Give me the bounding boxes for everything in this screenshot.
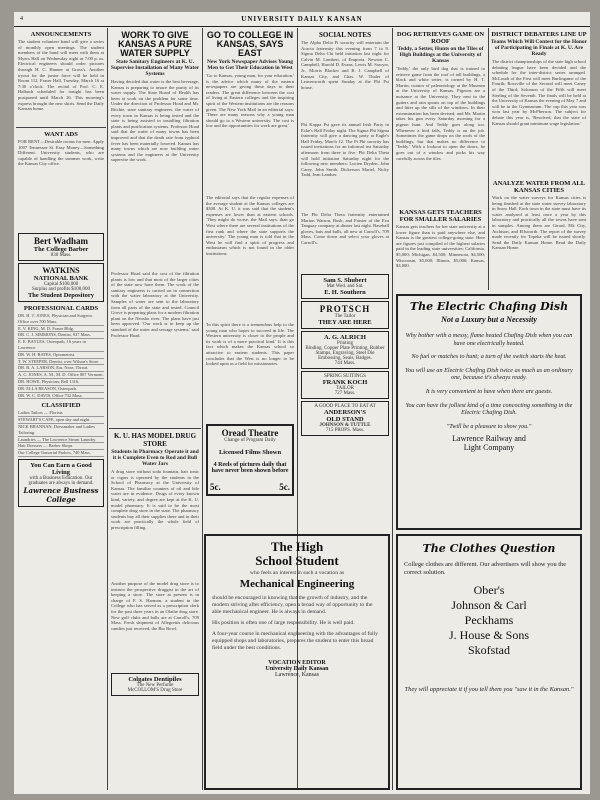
newspaper-page	[14, 12, 590, 794]
list-item: DR. H. T. JONES, Physician and Surgeon. Office over 700 Mass.	[18, 313, 104, 326]
clothes-question-ad: The Clothes Question College clothes are different. Our advertisers will show you the correct solution. Ober's Johnson & Carl Peckhams J. House & Sons Skofstad They will appreciate it if you tell them you "saw it in the Kansan."	[396, 534, 582, 790]
list-item: DR. R. A. LARSON, Ear, Nose, Throat.	[18, 365, 104, 372]
chafing-dish-title: The Electric Chafing Dish	[409, 300, 569, 313]
list-item: DR. C. J. SIMMONS, Dentist, 927 Mass.	[18, 332, 104, 339]
professional-cards-list	[16, 313, 106, 399]
debaters-subhead: Teams Which Will Contest for the Honor of Participating in Finals at K. U. Are Ready	[490, 39, 588, 57]
andersons-ad: A GOOD PLACE TO EAT AT ANDERSON'S OLD STAND JOHNSON & TUTTLE 715 PROPS. Mass.	[301, 401, 389, 436]
oread-theatre-ad: Oread Theatre Change of Program Daily Licensed Films Shown 4 Reels of pictures daily that have never been shown before 5c. 5c.	[206, 424, 294, 496]
salaries-body: Kansas gets teachers for her state university at a lower figure than is paid anywhere else, and Kansas is the greatest college-going state. Here are figures just compiled of the highest salaries paid in the leading state universities: California, $5,000; Michigan, $4,500; Minnesota, $4,500; Wisconsin, $5,000; Illinois, $5,000; Kansas, $3,000.	[396, 224, 485, 269]
water-analysis-headline: ANALYZE WATER FROM ALL KANSAS CITIES	[492, 180, 586, 194]
water-analysis-body: Work on the water surveys for Kansas cities is being finished at the state water survey laboratory in Snow Hall. Each town in the state must have its water analyzed at least once a year by this laboratory and practically all the towns have sent in samples. Among them are Girard, Elk City, Atchison, and Ellsworth. The report of the survey made recently for Topeka will be issued shortly. Send the Daily Kansan Home. Read the Daily Kansan Home.	[492, 195, 586, 251]
announcements-text: The student volunteer band will give a series of monthly open meetings. The student members of the band will meet with them at Myers Hall on Wednesday night at 7:00 p. m. Electrical engineers should order pictures through H. C. Hanner at Gross's. Another tryout for the junior farce will be held in Room 112, Fraser Hall, Tuesday, March 16 at 7:30 o'clock. The recital of Prof. C. E. Halbach scheduled for tonight has been postponed until March 26. This morning's express brought the new skirts. Send the Daily Kansan home.	[18, 39, 104, 112]
social-notes-heading: SOCIAL NOTES	[319, 31, 371, 39]
list-item: E. V. KING, M. D. Fraser Bldg.	[18, 326, 104, 333]
column-6	[490, 28, 588, 290]
want-ads-heading: WANT ADS	[44, 131, 78, 138]
shubert-ad: Sam S. Shubert Mat Wed. and Sat. E. H. Southern	[301, 274, 389, 299]
drug-store-subhead: Students in Pharmacy Operate it and it is Complete Even to Rod and Bull Water Jars	[111, 449, 199, 467]
business-college-ad: You Can Earn a Good Living with a Business Education. Our graduates are always in demand. Lawrence Business College	[18, 459, 104, 507]
social-notes-body-1: The Alpha Delta Pi sorority will entertain the Acacia fraternity this evening from 7 to 9. Sigma Delta Chi held initiation last night for Calvin M. Lambert, of Emporia. Newton C. Campbell, Harold D. Evans, Lewis M. Sawyer, Jr., Morris Blacker and R. J. Campbell of Kansas City, and Chas. W. Thaler of Leavenworth spent Sunday at the Phi Psi house.	[301, 40, 389, 90]
masthead-title: UNIVERSITY DAILY KANSAN	[241, 15, 363, 23]
salaries-headline: KANSAS GETS TEACHERS FOR SMALLER SALARIES	[399, 209, 482, 223]
column-5	[394, 28, 487, 290]
chafing-dish-ad: The Electric Chafing Dish Not a Luxury but a Necessity Why bother with a messy, flame heated Chafing Dish when you can have one electrically heated. No fuel or matches to hunt; a turn of the switch starts the heat. You will use an Electric Chafing Dish twice as much as an ordinary one, because it's always ready. It is very convenient to have when there are guests. You can have the jolliest kind of a time concocting something in the Electric Chafing Dish. "Twill be a pleasure to show you." Lawrence Railway and Light Company	[396, 294, 582, 530]
pure-water-subhead: State Sanitary Engineers at K. U. Supervise Installation of Many Water Systems	[110, 59, 200, 77]
masthead	[14, 12, 590, 27]
list-item: NICK BRANNAN, Dressmaker and Ladies Tailoring.	[18, 424, 104, 437]
pure-water-body-2: Professor Hoad said the cost of the filtration plants is low and that most of the larger cities of the state now have them. The work of the sanitary engineers is carried on in connection with the water laboratory at the University. Samples of water are sent to the laboratory from all parts of the state and tested. Council Grove is preparing plans for a modern filtration plant on the Neosho river. The plans have just been approved. 'Our work is to keep up the standard of the water and sewage systems,' said Professor Hoad.	[111, 271, 199, 338]
college-east-body-2: The editorial says that the regular expenses of the average student at the Kansas colleges are $300. At K. U. it was said that the student's expenses are lower than at eastern schools. 'They might do worse, the Mail says, than go West where there are several institutions of the first rank and where the state supports the university.' The young man is told that in the West he will find a spirit of progress and enthusiasm which is not found in the older institutions.	[206, 195, 294, 256]
column-1	[16, 28, 106, 790]
debaters-body: The district championships of the state high school debating league have been decided and the schedule for the inter-district series arranged. McLouth of the First will meet Burlingame of the Fourth; Rossville of the Second will meet Caney of the Third; Solomon of the Fifth will meet Sterling of the Seventh. The finals will be held at the University of Kansas the evening of May 7 and will be in the Gymnasium. The cup this year was won last year by McPherson. The subject for debate this year is, 'Resolved, that the state of Kansas should grant minimum wage legislation.'	[492, 59, 586, 126]
college-east-body-1: 'Go to Kansas, young man, for your education,' is the advice which many of the eastern newspapers are giving these days to their readers. The great difference between the cost of living at Eastern colleges and the inspiring spirit of the Western institutions are the reasons given. The New York Mail in an editorial says: 'There are many reasons why a young man should go to a Western university. The cost is low and the opportunities for work are great.'	[206, 73, 294, 129]
social-notes-body-2: Phi Kappa Psi gave its annual Irish Party in Ecke's Hall Friday night. The Sigma Phi Sigma fraternity will give a dancing party at Eagle's Hall Friday, March 12. The Pi Phi sorority has issued invitations for an informal tea Saturday afternoon from three to five. Phi Delta Theta will hold initiation Saturday night for the following new members: Lucien Dryden, John Carey, John Smith, Dickerson Martel, Nicky Tadd, Jean Landser.	[301, 122, 389, 178]
college-east-body-3: 'In this spirit there is a tremendous help to the young man who hopes to succeed in life. The Western university is closer to the people and its work is of a more practical kind.' It is this fact which makes the Kansas school so attractive to eastern students. This paper concludes that the West is no longer to be looked upon as a field for missionaries.	[206, 322, 294, 367]
professional-cards-heading: PROFESSIONAL CARDS	[23, 305, 99, 312]
protsch-ad: PROTSCH The Tailor THEY ARE HERE	[301, 301, 389, 329]
page-number: 4	[20, 16, 23, 22]
colgates-ad: Colgates Dentipiles The New Perfume McCOLLOM'S Drug Store	[111, 673, 199, 696]
college-east-subhead: New York Newspaper Advises Young Men to Get Their Education in West	[207, 59, 293, 71]
list-item: Laundries — The Lawrence Steam Laundry.	[18, 437, 104, 444]
list-item: DR. ELLA REASON, Osteopath.	[18, 386, 104, 393]
watkins-bank-ad: WATKINS NATIONAL BANK Capital $100,000 Surplus and profits $100,000 The Student Depository	[18, 263, 104, 302]
pure-water-headline: WORK TO GIVE KANSAS A PURE WATER SUPPLY	[118, 30, 192, 58]
dog-headline: DOG RETRIEVES GAME ON ROOF	[396, 31, 485, 45]
alrich-ad: A. G. ALRICH Printing Binding, Copper Plate Printing, Rubber Stamps, Engraving, Steel Die Embossing, Seals, Badges. 744 Mass.	[301, 331, 389, 369]
list-item: DR. W. C. DAVIS, Office 732 Mass.	[18, 393, 104, 400]
list-item: Hair Dressers — Barber Shops	[18, 443, 104, 450]
koch-ad: SPRING SUITINGS FRANK KOCH TAILOR 727 Mass.	[301, 371, 389, 399]
drug-store-body-2: Another purpose of the model drug store is to instruct the prospective druggist in the art of keeping a store. The store at present is in charge of F. S. Harmon, a student in the College who has served as a prescription clerk for the past three years in an Olathe drug store. New golf clubs and balls are at Carroll's, 709 Mass. Fresh shipment of Allegrettis delicious candies just received, the Bio Bowl.	[111, 581, 199, 631]
announcements-heading: ANNOUNCEMENTS	[30, 31, 92, 38]
debaters-headline: DISTRICT DEBATERS LINE UP	[491, 31, 587, 38]
want-ads-text: FOR RENT—Desirable rooms for men. Apply 1007 Tennessee St. Easy Money—Something Different. University students, who are capable of handling the summer work, write the Kansas City office.	[18, 139, 104, 167]
bert-wadham-ad: Bert Wadham The College Barber 830 Mass.	[18, 233, 104, 261]
list-item: Ladies Tailors — Florists	[18, 410, 104, 417]
drug-store-headline: K. U. HAS MODEL DRUG STORE	[113, 432, 197, 448]
list-item: Our College Tonsorial Parlors, 740 Mass.	[18, 450, 104, 457]
chafing-dish-subtitle: Not a Luxury but a Necessity	[441, 315, 537, 324]
dog-body: 'Teddy,' the only bird dog that is trained to retrieve game from the roof of tall buildings, a black and white setter, is owned by H. T. Martin, curator of paleontology at the Museum at the University of Kansas. Pigeons are a nuisance at the University. They nest in the gutters and rain spouts on top of the buildings and litter up the sills of the windows. In their extermination has been devised, and Mr. Martin takes his gun every Saturday morning for a pigeon hunt. And Teddy goes along too. Whenever a bird falls, Teddy is on the job. Sometimes the game drops on the roofs of the buildings, but that makes no difference to 'Teddy.' With a lookout to open the doors, he goes out of a window and picks his way carefully across the tiles.	[396, 66, 485, 161]
column-2	[109, 28, 201, 790]
social-notes-body-3: The Phi Delta Theta fraternity entertained Marion Watson, Bush, and Frasier of the Eva Tanguay company at dinner last night. Baseball gloves, bats and balls, all new at Carroll's, 709 Mass. Come down and select your gloves at Carroll's.	[301, 212, 389, 245]
classified-heading: CLASSIFIED	[41, 402, 81, 410]
list-item: DR. W. H. BATES, Optometrist.	[18, 352, 104, 359]
classified-list	[16, 410, 106, 457]
college-east-headline: GO TO COLLEGE IN KANSAS, SAYS EAST	[206, 30, 294, 58]
drug-store-body-1: A drug store without soda fountain, hair tonic or cigars is operated by the students in the School of Pharmacy at the University of Kansas. The familiar counters of oil and bile water are in evidence. Drugs of every known kind, variety, and degree are kept at the K. U. model pharmacy. It is said to be the most complete drug store in the state. The pharmacy students buy all their supplies there and in their work are practically the whole field of prescription filling.	[111, 469, 199, 530]
list-item: T. W. STEEPER, Dentist, over Wilson's Store.	[18, 359, 104, 366]
pure-water-body-1: Having decided that water is the best beverage, Kansas is preparing to insure the purity of its water supply. The State Board of Health has been at work on the problem for some time. Under the direction of Professor Hoad and Mr. Ritchie, state sanitary engineers, the water of every town in Kansas is being tested and the state is being assisted in installing filtration plants and purification systems. Professor Hoad said that the water of many towns has been improved and that the death rate from typhoid fever has been materially lowered. Kansas has many towns which are now building water systems and the engineers at the University supervise the work.	[111, 79, 199, 163]
list-item: STEWART'S CAFE, open day and night.	[18, 417, 104, 424]
list-item: DR. HOWE, Physician, Bell 1316.	[18, 379, 104, 386]
high-school-student-ad: The High School Student who feels an interest in such a vocation as Mechanical Engineering should be encouraged in knowing that the growth of industry, and the modern striving after efficiency, open a broad way of opportunity to the able mechanical engineer. He is always in demand. His position is often one of large responsibility. He is well paid. A four-year course in mechanical engineering with the advantages of fully equipped shops and laboratories, prepares the student to enter this broad field under the best conditions. VOCATION EDITOR University Daily Kansan Lawrence, Kansas	[204, 534, 390, 790]
list-item: E. E. BAYLES, Osteopath, 16 years in Lawrence.	[18, 339, 104, 352]
list-item: A. C. JONES, A. M., M. D. Office 807 Vermont.	[18, 372, 104, 378]
dog-subhead: Teddy, a Setter, Hunts on the Tiles of High Buildings at the University of Kansas	[397, 46, 484, 64]
